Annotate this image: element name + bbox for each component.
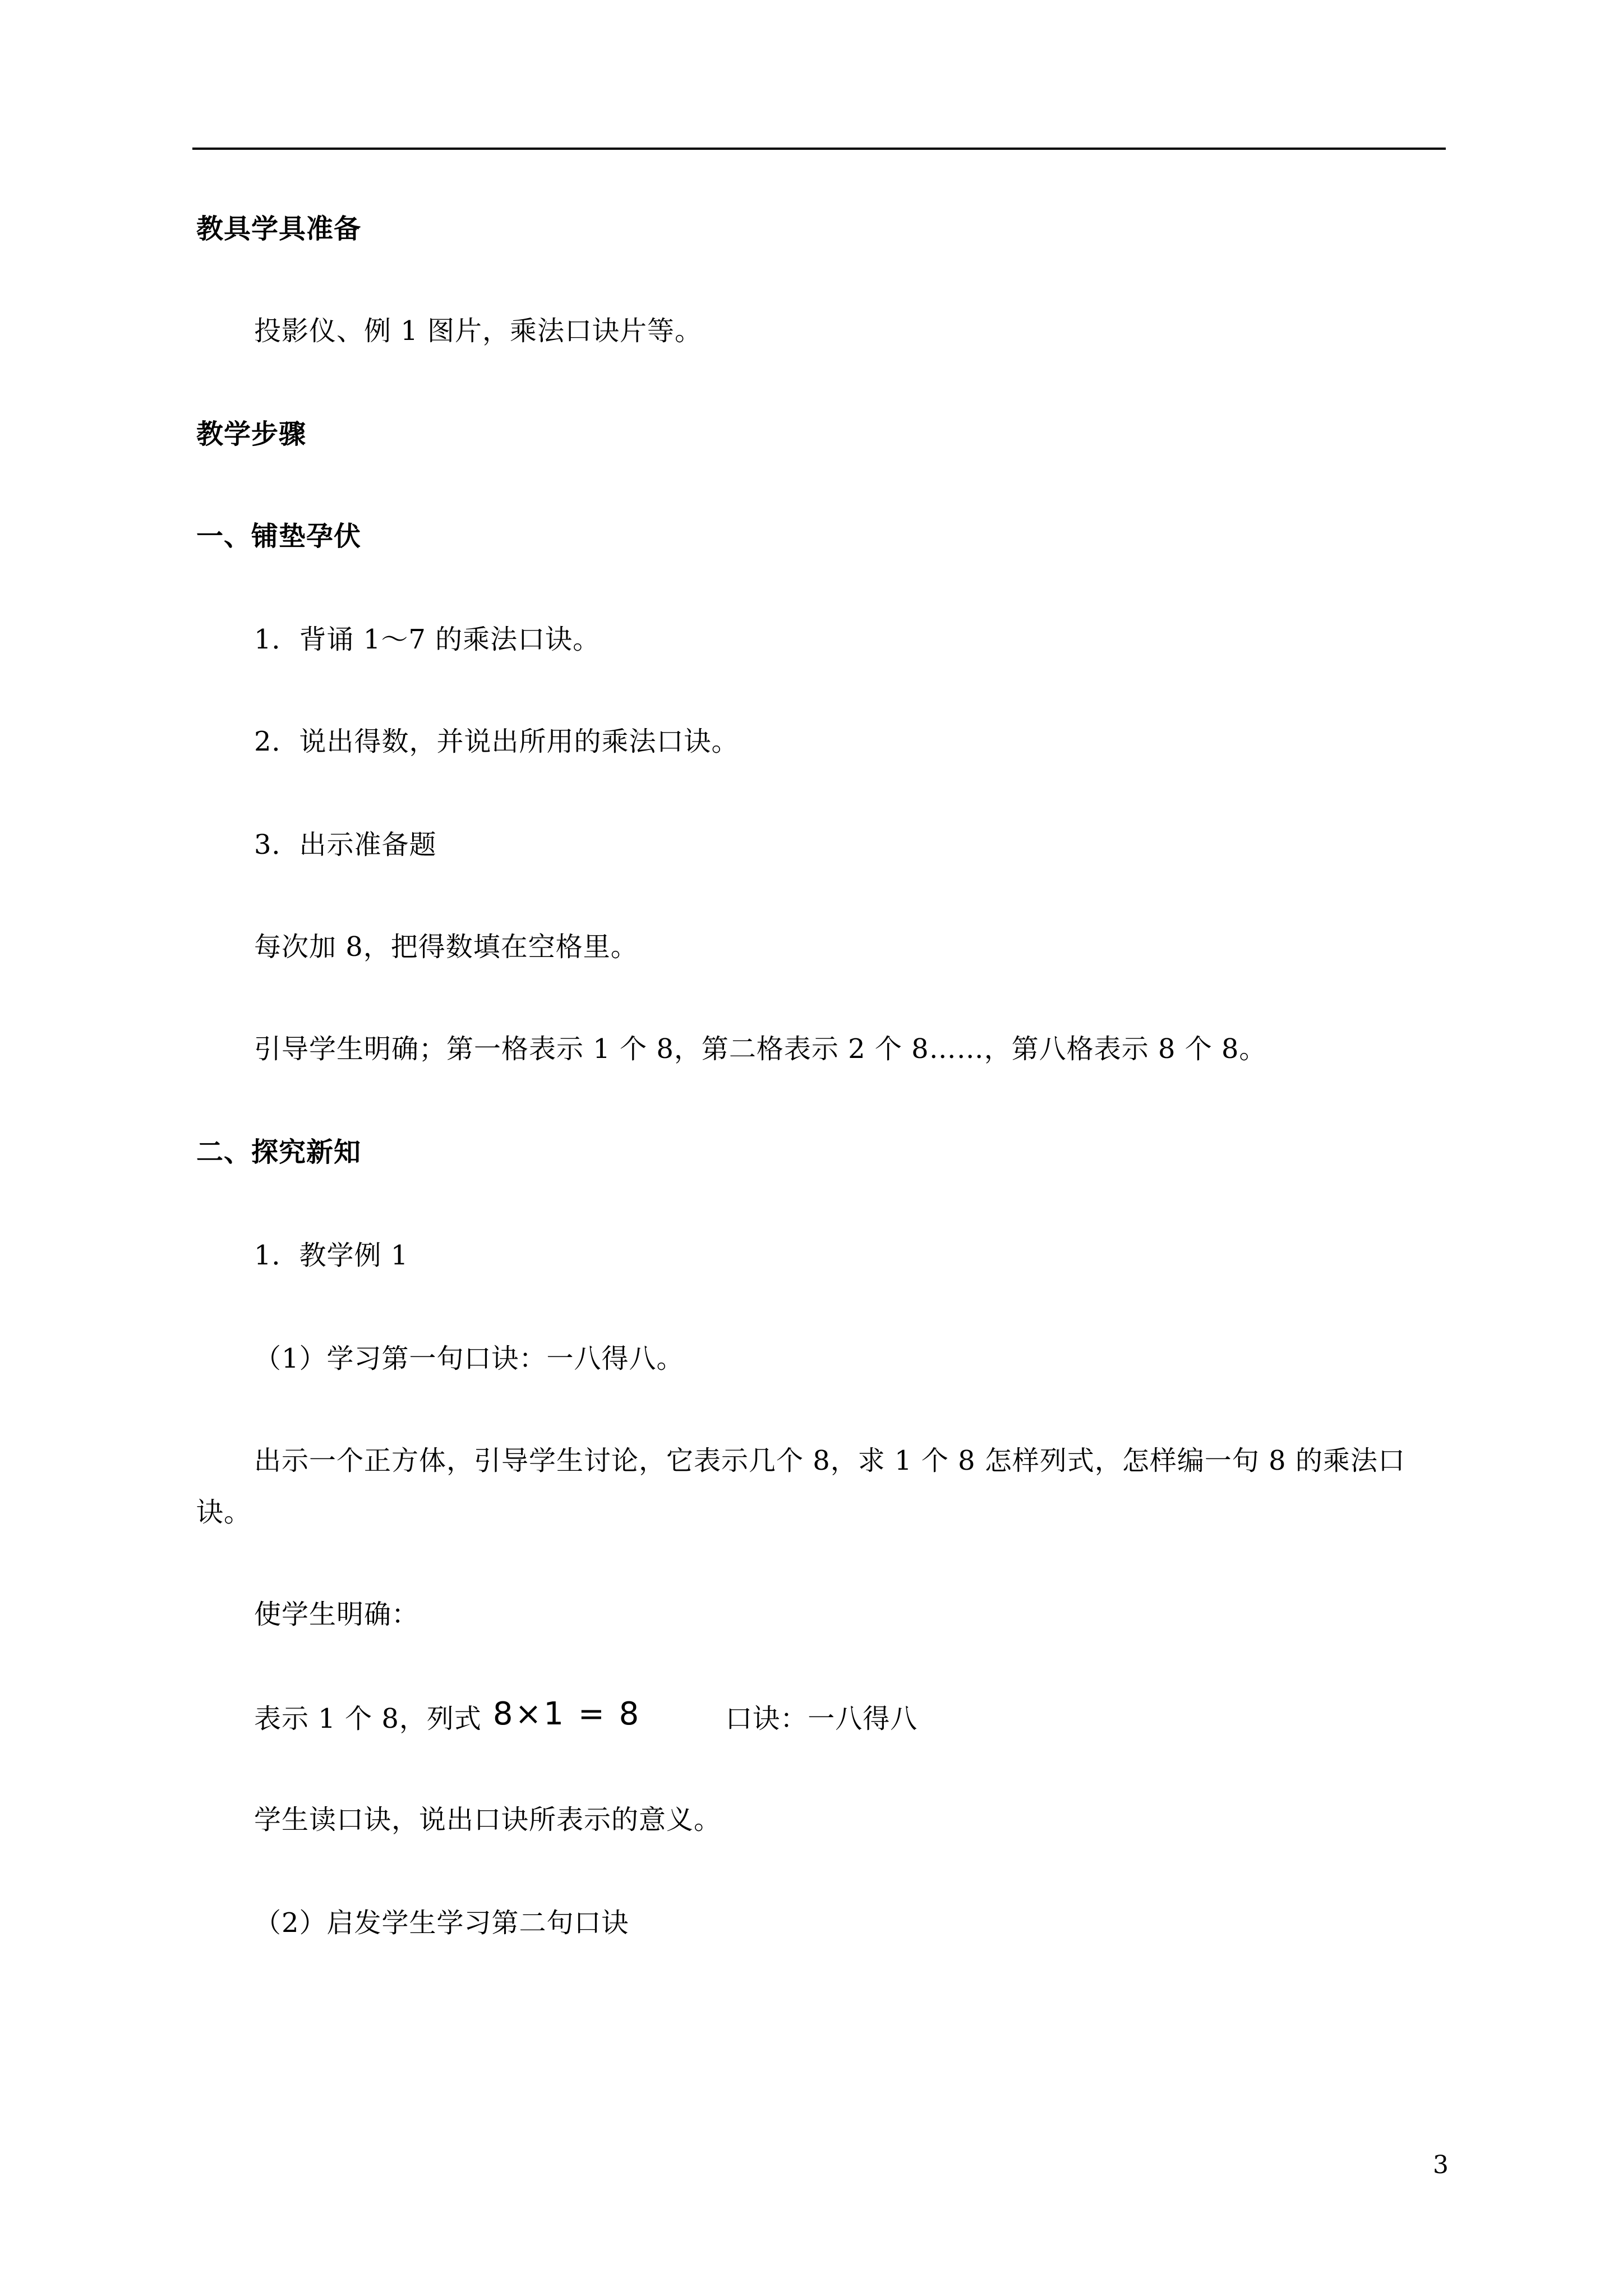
heading-part-one: 一、铺垫孕伏 (196, 521, 362, 552)
part-one-item-2: 2．说出得数，并说出所用的乘法口诀。 (254, 726, 739, 757)
formula-prefix: 表示 1 个 8，列式 (254, 1703, 482, 1734)
heading-part-two: 二、探究新知 (196, 1137, 362, 1168)
formula-expression: 8×1 = 8 (492, 1696, 642, 1732)
part-one-item-3-text: 每次加 8，把得数填在空格里。 (254, 931, 638, 963)
part-one-item-3-guide: 引导学生明确；第一格表示 1 个 8，第二格表示 2 个 8……，第八格表示 8 个 8。 (254, 1033, 1267, 1065)
page-number: 3 (1433, 2151, 1449, 2179)
heading-materials: 教具学具准备 (196, 213, 362, 245)
part-two-item-1: 1．教学例 1 (254, 1240, 409, 1271)
part-two-sub-2: （2）启发学生学习第二句口诀 (254, 1907, 629, 1939)
part-two-read-text: 学生读口诀，说出口诀所表示的意义。 (254, 1804, 722, 1835)
formula-rhyme: 口诀：一八得八 (725, 1703, 918, 1734)
materials-text: 投影仪、例 1 图片，乘法口诀片等。 (254, 315, 703, 347)
part-two-sub-1-text-line-2: 诀。 (196, 1497, 252, 1528)
header-rule (192, 148, 1446, 150)
heading-teaching-steps: 教学步骤 (196, 418, 307, 450)
part-one-item-3: 3．出示准备题 (254, 829, 437, 861)
part-two-clarify: 使学生明确： (254, 1599, 419, 1630)
formula-line (254, 1696, 918, 1737)
part-two-sub-1-text-line-1: 出示一个正方体，引导学生讨论，它表示几个 8，求 1 个 8 怎样列式，怎样编一句 8 的乘法口 (254, 1445, 1405, 1476)
part-one-item-1: 1．背诵 1～7 的乘法口诀。 (254, 624, 601, 655)
part-two-sub-1: （1）学习第一句口诀：一八得八。 (254, 1343, 684, 1374)
